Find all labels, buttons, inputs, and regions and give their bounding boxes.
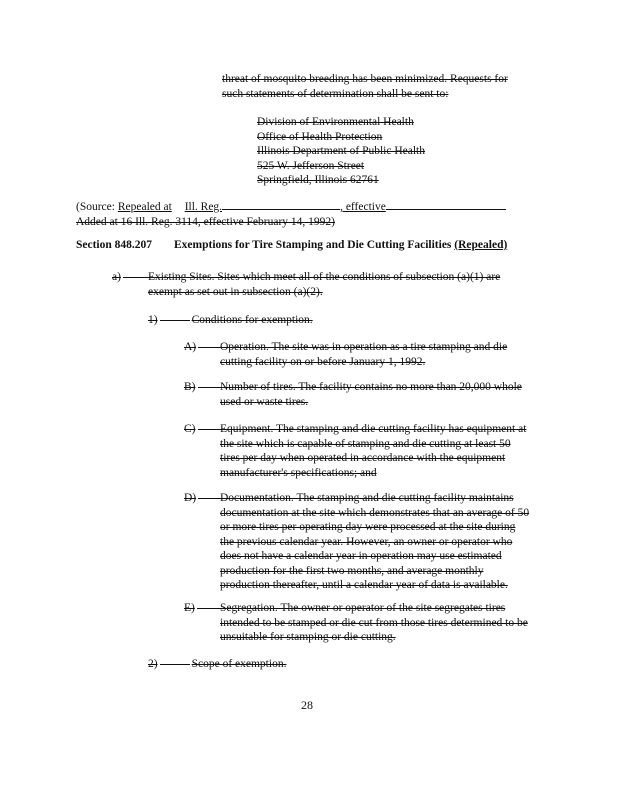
item-text [220,601,528,645]
item-line: manufacturer's specifications; and [220,466,377,479]
item-marker [184,601,229,616]
item-marker [184,422,230,437]
subsection-a-text [148,270,552,299]
item-a [184,340,507,369]
subsection-a1-text: Conditions for exemption. [191,314,313,326]
item-line: documentation at the site which demonstrates that an average of 50 [220,506,530,519]
page-number: 28 [301,698,313,712]
item-text [220,340,507,369]
item-line: cutting facility on or before January 1, 1992. [220,355,426,368]
section-status: (Repealed) [454,239,508,251]
item-line: the previous calendar year. However, an owner or operator who [220,535,513,548]
item-marker-text: E) [184,602,195,614]
subsection-a1 [148,313,313,328]
item-marker-text: A) [184,341,197,353]
item-line: production for the first two months, and average monthly [220,564,484,577]
item-line: unsuitable for stamping or die cutting. [220,631,396,643]
item-line: Segregation. The owner or operator of the site segregates tires [220,602,506,614]
item-text [220,380,522,409]
marker-dash [198,429,228,430]
item-text [220,491,529,593]
section-title-wrap [174,238,507,253]
source-repealed-at: Repealed at [117,201,172,213]
item-line: or more tires per operating day were processed at the site during [220,521,516,533]
intro-line: such statements of determination shall be sent to: [222,87,449,100]
marker-dash [198,347,228,348]
item-line: does not have a calendar year in operation may use estimated [220,550,502,562]
source-reg: Ill. Reg. [184,201,223,213]
marker-dash [198,498,228,499]
section-number: Section 848.207 [76,239,153,251]
source-effective: , effective [340,201,386,213]
marker-dash [123,277,153,278]
address-line: Division of Environmental Health [257,116,414,128]
marker-dash [160,320,190,321]
subsection-a [112,270,552,299]
item-line: tires per day when operated in accordance with the equipment [220,452,506,464]
address-line: 525 W. Jefferson Street [257,159,365,172]
subsection-a-marker [112,270,155,285]
source-line [76,198,556,215]
section-title: Exemptions for Tire Stamping and Die Cutting Facilities [174,239,452,251]
source-open: (Source: [76,201,118,213]
item-line: used or waste tires. [220,395,309,408]
subsection-a2-marker: 2) [148,658,158,670]
source-blank-1 [222,198,340,210]
marker-dash [198,387,228,388]
address-line: Springfield, Illinois 62761 [257,174,379,186]
item-marker [184,340,230,355]
item-marker-text: B) [184,381,196,393]
item-marker-text: C) [184,423,196,435]
item-marker [184,491,230,506]
section-heading [76,238,546,253]
subsection-a-line: exempt as set out in subsection (a)(2). [148,285,323,298]
subsection-a2-line [148,657,286,672]
item-c [184,422,526,480]
marker-dash [160,664,190,665]
subsection-a2 [148,657,286,672]
source-note [76,198,556,229]
subsection-a1-line [148,313,313,328]
item-line: Operation. The site was in operation as a tire stamping and die [220,341,508,353]
item-line: intended to be stamped or die cut from those tires determined to be [220,616,528,629]
item-text [220,422,526,480]
item-line: Documentation. The stamping and die cutting facility maintains [220,492,514,504]
intro-line: threat of mosquito breeding has been minimized. Requests for [222,73,508,85]
item-line: production thereafter, until a calendar year of data is available. [220,579,508,591]
address-block [257,115,425,188]
subsection-a2-text: Scope of exemption. [191,658,287,670]
marker-dash [197,608,227,609]
item-line: the site which is capable of stamping and die cutting at least 50 [220,437,511,450]
item-line: Equipment. The stamping and die cutting facility has equipment at [220,423,527,435]
subsection-a-marker-text: a) [112,271,121,283]
intro-paragraph [222,72,508,101]
subsection-a1-marker: 1) [148,314,158,326]
source-blank-2 [386,198,506,210]
item-e [184,601,528,645]
address-line: Office of Health Protection [257,130,383,143]
item-marker [184,380,230,395]
address-line: Illinois Department of Public Health [257,145,425,157]
item-b [184,380,522,409]
source-added: Added at 16 Ill. Reg. 3114, effective February 14, 1992) [76,215,336,228]
subsection-a-line: Existing Sites. Sites which meet all of the conditions of subsection (a)(1) are [148,271,501,283]
item-line: Number of tires. The facility contains no more than 20,000 whole [220,381,522,393]
item-marker-text: D) [184,492,197,504]
item-d [184,491,529,593]
